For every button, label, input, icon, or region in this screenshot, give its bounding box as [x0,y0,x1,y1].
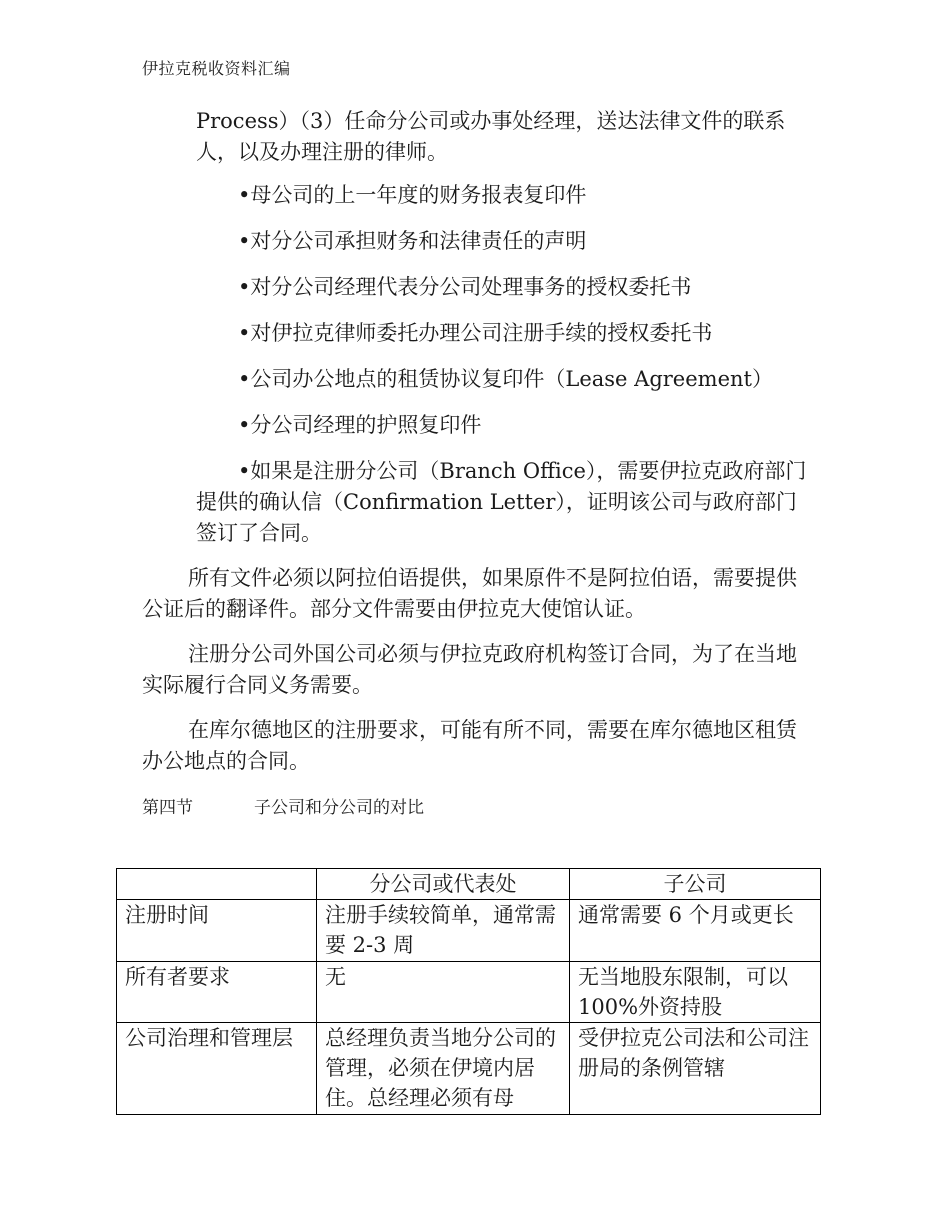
table-row [117,962,821,1023]
table-cell: 通常需要 6 个月或更长 [570,900,821,962]
table-header-cell: 分公司或代表处 [317,869,570,900]
list-item: •公司办公地点的租赁协议复印件（Lease Agreement） [238,367,773,391]
table-cell: 注册手续较简单，通常需要 2-3 周 [317,900,570,962]
table-cell: 无当地股东限制，可以100%外资持股 [570,962,821,1023]
table-cell: 无 [317,962,570,1023]
table-row [117,900,821,962]
table-cell: 注册时间 [117,900,317,962]
list-item: •对伊拉克律师委托办理公司注册手续的授权委托书 [238,321,713,345]
body-paragraph: 所有文件必须以阿拉伯语提供，如果原件不是阿拉伯语，需要提供公证后的翻译件。部分文件需要由伊拉克大使馆认证。 [142,566,797,621]
table-row [117,1023,821,1115]
table-header-cell [117,869,317,900]
section-title: 子公司和分公司的对比 [254,798,424,818]
table-cell: 公司治理和管理层 [117,1023,317,1115]
list-item: •如果是注册分公司（Branch Office），需要伊拉克政府部门提供的确认信（Confirmation Letter），证明该公司与政府部门签订了合同。 [196,459,807,545]
body-paragraph: 注册分公司外国公司必须与伊拉克政府机构签订合同，为了在当地实际履行合同义务需要。 [142,642,797,697]
list-item: •分公司经理的护照复印件 [238,413,482,437]
comparison-table [116,868,821,1115]
list-item: •对分公司经理代表分公司处理事务的授权委托书 [238,275,692,299]
intro-paragraph: Process）（3）任命分公司或办事处经理，送达法律文件的联系人，以及办理注册的律师。 [196,109,786,164]
running-header: 伊拉克税收资料汇编 [142,59,291,78]
table-cell: 所有者要求 [117,962,317,1023]
section-number: 第四节 [142,798,193,818]
body-paragraph: 在库尔德地区的注册要求，可能有所不同，需要在库尔德地区租赁办公地点的合同。 [142,718,797,773]
list-item: •对分公司承担财务和法律责任的声明 [238,229,587,253]
list-item: •母公司的上一年度的财务报表复印件 [238,183,587,207]
table-cell: 总经理负责当地分公司的管理，必须在伊境内居住。总经理必须有母 [317,1023,570,1115]
table-header-cell: 子公司 [570,869,821,900]
section-heading [142,793,424,818]
table-header-row [117,869,821,900]
table-cell: 受伊拉克公司法和公司注册局的条例管辖 [570,1023,821,1115]
